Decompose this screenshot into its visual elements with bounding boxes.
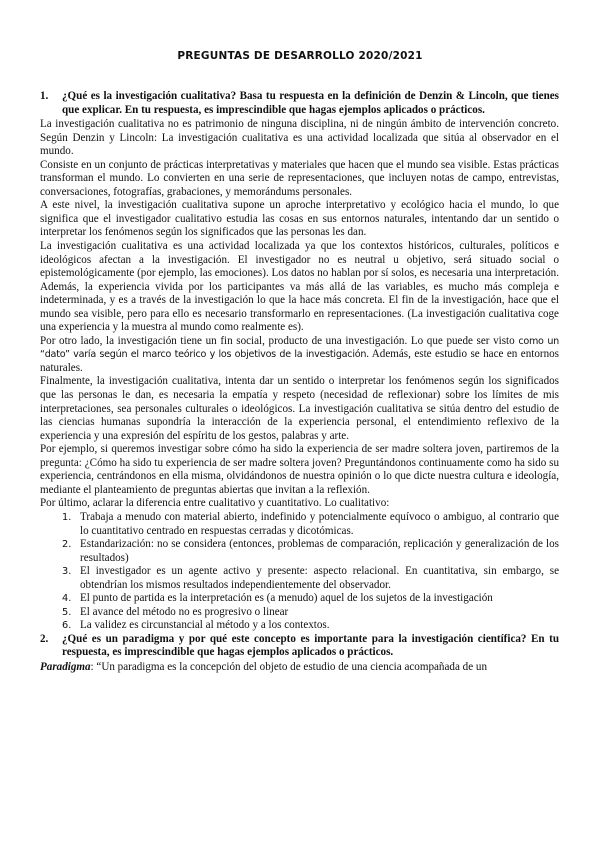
list-item xyxy=(40,565,559,592)
list-item-number: 6. xyxy=(62,620,72,632)
list-item-number: 2. xyxy=(62,539,72,551)
paradigm-paragraph xyxy=(40,661,559,675)
question-2-text: ¿Qué es un paradigma y por qué este concepto es importante para la investigación científica? En tu respuesta, es imprescindible que hagas ejemplos aplicados o prácticos. xyxy=(62,632,559,659)
list-item-number: 5. xyxy=(62,606,72,618)
list-item xyxy=(40,511,559,538)
qualitative-list xyxy=(40,511,559,633)
question-2-number: 2. xyxy=(40,632,49,645)
paragraph-7: Por ejemplo, si queremos investigar sobre cómo ha sido la experiencia de ser madre soltera joven, partiremos de la pregunta: ¿Cómo ha sido tu experiencia de ser madre soltera joven? Preguntándonos continuamente como ha sido su experiencia, centrándonos en ella misma, olvidándonos de nuestra opinión o lo que dicte nuestra cultura e ideología, mediante el planteamiento de preguntas abiertas que invitan a la reflexión. xyxy=(40,443,559,496)
question-1-number: 1. xyxy=(40,90,49,102)
list-item xyxy=(40,592,559,606)
paragraph-3: A este nivel, la investigación cualitativa supone un aproche interpretativo y ecológico hacia el mundo, lo que significa que el investigador cualitativo estudia las cosas en sus entornos naturales, intentando dar un sentido o interpretar los fenómenos según los significados que las personas les dan. xyxy=(40,199,559,239)
list-item-number: 4. xyxy=(62,593,72,605)
question-2 xyxy=(40,633,559,660)
list-item-text: Trabaja a menudo con material abierto, indefinido y potencialmente equívoco o ambiguo, al contrario que lo cuantitativo centrado en respuestas cerradas y dicotómicas. xyxy=(80,510,559,537)
paragraph-1: La investigación cualitativa no es patrimonio de ninguna disciplina, ni de ningún ámbito de intervención concreto. Según Denzin y Lincoln: La investigación cualitativa es una actividad localizada que sitúa al observador en el mundo. xyxy=(40,118,559,158)
paragraph-5-end: . Además, este estudio se hace en entornos naturales. xyxy=(40,348,559,374)
question-1-text: ¿Qué es la investigación cualitativa? Basa tu respuesta en la definición de Denzin & Lincoln, que tienes que explicar. En tu respuesta, es imprescindible que hagas ejemplos aplicados o prácticos. xyxy=(62,90,559,116)
list-item-text: Estandarización: no se considera (entonces, problemas de comparación, replicación y generalización de los resultados) xyxy=(80,538,559,564)
list-item-text: El avance del método no es progresivo o linear xyxy=(80,605,289,618)
paragraph-4: La investigación cualitativa es una actividad localizada ya que los contextos históricos, culturales, políticos e ideológicos afectan a la investigación. El investigador no es neutral u objetivo, será situado social o epistemológicamente (por ejemplo, las emociones). Los datos no hablan por sí solos, es necesaria una interpretación. Además, la experiencia vivida por los participantes va más allá de las variables, es mucho más compleja e indeterminada, y es a través de la investigación lo que la hace más concreta. El fin de la investigación, hace que el mundo sea visible, pero para ello es necesario transformarlo en representaciones. (La investigación cualitativa coge una experiencia y la muestra al mundo como realmente es). xyxy=(40,240,559,334)
paragraph-5 xyxy=(40,335,559,376)
paragraph-6: Finalmente, la investigación cualitativa, intenta dar un sentido o interpretar los fenómenos según los significados que las personas le dan, es necesaria la empatía y respeto (necesidad de reflexionar) sobre los límites de mis interpretaciones, sea personales culturales o ideológicos. La investigación cualitativa se sitúa dentro del estudio de las ciencias humanas supondría la interacción de la experiencia personal, el entendimiento reflexivo de la experiencia y una expresión del espíritu de los gestos, palabras y arte. xyxy=(40,375,559,442)
paragraph-2: Consiste en un conjunto de prácticas interpretativas y materiales que hacen que el mundo sea visible. Estas prácticas transforman el mundo. Lo convierten en una serie de representaciones, que incluyen notas de campo, entrevistas, conversaciones, fotografías, grabaciones, y memorándums personales. xyxy=(40,158,559,198)
list-item-text: El investigador es un agente activo y presente: aspecto relacional. En cuantitativa, sin embargo, se obtendrían los mismos resultados independientemente del observador. xyxy=(80,565,559,591)
page-title: PREGUNTAS DE DESARROLLO 2020/2021 xyxy=(177,50,423,62)
list-item xyxy=(40,606,559,620)
paragraph-5-start: Por otro lado, la investigación tiene un fin social, producto de una investigación. Lo que puede ser visto xyxy=(40,334,519,347)
list-item-text: El punto de partida es la interpretación es (a menudo) aquel de los sujetos de la investigación xyxy=(80,592,493,605)
list-item xyxy=(40,538,559,565)
paragraph-5-highlight: como un “dato” varía según el marco teórico y los objetivos de la investigación xyxy=(40,335,559,361)
list-item-number: 1. xyxy=(62,511,72,523)
list-item-number: 3. xyxy=(62,566,72,578)
question-1 xyxy=(40,90,559,117)
list-item-text: La validez es circunstancial al método y a los contextos. xyxy=(80,619,330,632)
list-item xyxy=(40,619,559,633)
paradigm-term: Paradigma xyxy=(40,660,91,673)
paragraph-8: Por último, aclarar la diferencia entre cualitativo y cuantitativo. Lo cualitativo: xyxy=(40,497,390,510)
paradigm-definition: : “Un paradigma es la concepción del objeto de estudio de una ciencia acompañada de un xyxy=(90,660,487,673)
document-body xyxy=(40,90,559,675)
